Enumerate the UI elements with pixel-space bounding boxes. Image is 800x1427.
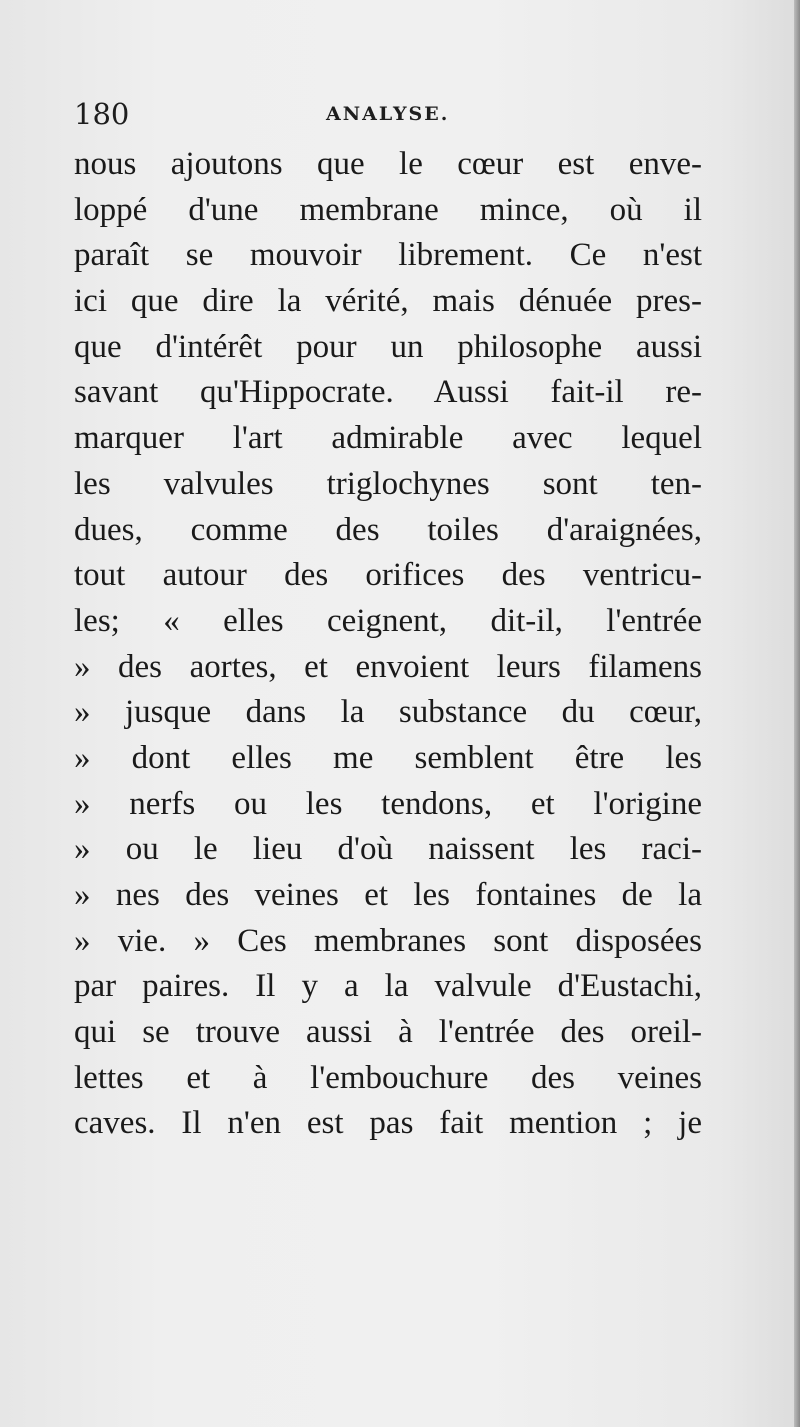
text-line: nous ajoutons que le cœur est enve- [74, 146, 702, 182]
text-line: » dont elles me semblent être les [74, 739, 702, 776]
text-line: » nes des veines et les fontaines de la [74, 877, 702, 913]
text-line: que d'intérêt pour un philosophe aussi [74, 328, 702, 365]
text-line: dues, comme des toiles d'araignées, [74, 511, 702, 548]
text-line: caves. Il n'en est pas fait mention ; je [74, 1105, 702, 1142]
text-line: lettes et à l'embouchure des veines [74, 1059, 702, 1096]
text-line: ici que dire la vérité, mais dénuée pres- [74, 283, 702, 320]
text-line: tout autour des orifices des ventricu- [74, 557, 702, 594]
running-head: ANALYSE. [326, 103, 450, 125]
text-line: » ou le lieu d'où naissent les raci- [74, 831, 702, 868]
text-line: par paires. Il y a la valvule d'Eustachi, [74, 968, 702, 1005]
text-line: loppé d'une membrane mince, où il [74, 191, 702, 228]
text-line: » vie. » Ces membranes sont disposées [74, 922, 702, 959]
text-line: paraît se mouvoir librement. Ce n'est [74, 237, 702, 274]
text-line: les valvules triglochynes sont ten- [74, 465, 702, 502]
page-number: 180 [74, 97, 130, 131]
text-line: qui se trouve aussi à l'entrée des oreil- [74, 1014, 702, 1051]
text-line: savant qu'Hippocrate. Aussi fait-il re- [74, 374, 702, 411]
text-line: les; « elles ceignent, dit-il, l'entrée [74, 602, 702, 639]
text-line: » jusque dans la substance du cœur, [74, 694, 702, 731]
text-line: marquer l'art admirable avec lequel [74, 420, 702, 457]
text-line: » des aortes, et envoient leurs filamens [74, 648, 702, 685]
page-header [74, 94, 699, 134]
body-text [74, 142, 702, 1147]
text-line: » nerfs ou les tendons, et l'origine [74, 785, 702, 822]
page-edge-shadow [794, 0, 800, 1427]
